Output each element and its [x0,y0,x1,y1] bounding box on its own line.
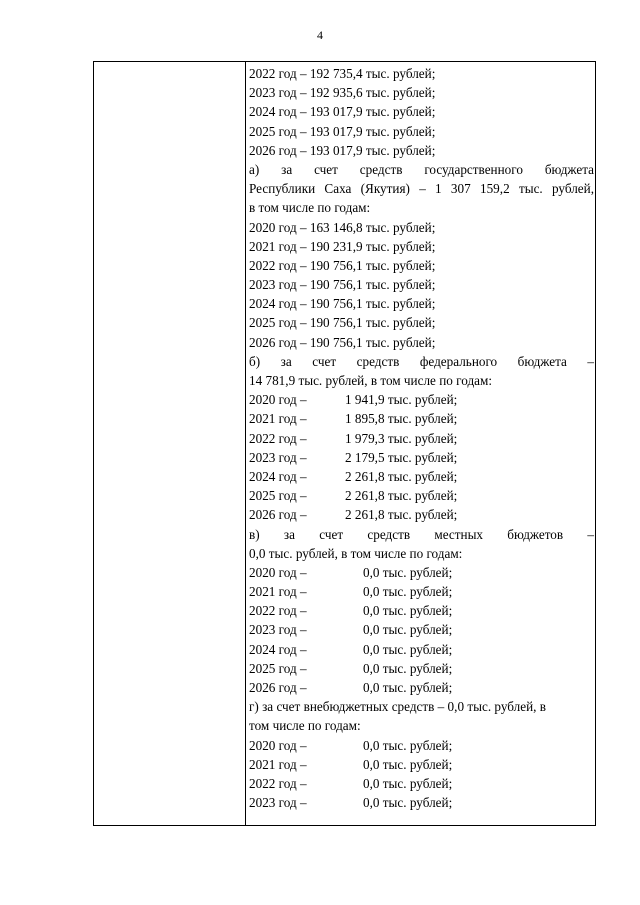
local-budget-block [249,525,594,698]
year-value: 1 895,8 тыс. рублей; [345,411,458,427]
regional-year-line: 2021 год – 190 231,9 тыс. рублей; [249,238,436,254]
year-value: 0,0 тыс. рублей; [363,641,453,657]
year-value: 0,0 тыс. рублей; [363,775,453,791]
regional-year-line: 2025 год – 190 756,1 тыс. рублей; [249,315,436,331]
year-value: 0,0 тыс. рублей; [363,603,453,619]
regional-budget-block [249,160,594,352]
federal-year-line [249,486,594,505]
extrabudgetary-year-line [249,793,594,812]
local-year-line [249,620,594,639]
extrabudgetary-year-line [249,755,594,774]
extrabudgetary-heading: том числе по годам: [249,718,361,734]
year-label: 2023 год – [249,622,307,638]
year-value: 2 261,8 тыс. рублей; [345,488,458,504]
year-label: 2022 год – [249,775,307,791]
summary-line: 2022 год – 192 735,4 тыс. рублей; [249,66,436,81]
year-value: 0,0 тыс. рублей; [363,756,453,772]
regional-year-line: 2024 год – 190 756,1 тыс. рублей; [249,296,436,312]
financing-table [93,61,596,826]
summary-line: 2024 год – 193 017,9 тыс. рублей; [249,104,436,120]
year-value: 0,0 тыс. рублей; [363,737,453,753]
local-year-line [249,659,594,678]
summary-line: 2025 год – 193 017,9 тыс. рублей; [249,123,436,139]
year-value: 2 261,8 тыс. рублей; [345,468,458,484]
year-value: 2 261,8 тыс. рублей; [345,507,458,523]
year-label: 2026 год – [249,507,307,523]
year-label: 2020 год – [249,737,307,753]
year-label: 2021 год – [249,584,307,600]
extrabudgetary-block [249,697,594,812]
year-label: 2023 год – [249,449,307,465]
summary-line: 2026 год – 193 017,9 тыс. рублей; [249,142,436,158]
summary-block [249,64,594,160]
extrabudgetary-year-line [249,736,594,755]
federal-heading: 14 781,9 тыс. рублей, в том числе по годам: [249,373,493,388]
year-label: 2023 год – [249,795,307,811]
year-label: 2021 год – [249,756,307,772]
regional-heading: Республики Саха (Якутия) – 1 307 159,2 тыс. рублей, [249,181,594,197]
federal-year-line [249,390,594,409]
financing-cell [249,64,594,812]
summary-line: 2023 год – 192 935,6 тыс. рублей; [249,85,436,101]
year-label: 2022 год – [249,603,307,619]
federal-heading: б) за счет средств федерального бюджета – [249,353,594,369]
regional-heading: в том числе по годам: [249,200,371,216]
local-year-line [249,563,594,582]
year-value: 1 979,3 тыс. рублей; [345,430,458,446]
year-value: 0,0 тыс. рублей; [363,564,453,580]
year-label: 2020 год – [249,392,307,408]
page-number: 4 [317,28,323,42]
year-value: 0,0 тыс. рублей; [363,622,453,638]
year-value: 0,0 тыс. рублей; [363,795,453,811]
year-label: 2022 год – [249,430,307,446]
year-value: 0,0 тыс. рублей; [363,660,453,676]
year-label: 2024 год – [249,641,307,657]
year-value: 2 179,5 тыс. рублей; [345,449,458,465]
local-heading: 0,0 тыс. рублей, в том числе по годам: [249,545,463,561]
extrabudgetary-year-line [249,774,594,793]
federal-year-line [249,448,594,467]
extrabudgetary-heading: г) за счет внебюджетных средств – 0,0 тыс. рублей, в [249,699,546,715]
year-value: 1 941,9 тыс. рублей; [345,392,458,408]
federal-year-line [249,505,594,524]
regional-year-line: 2023 год – 190 756,1 тыс. рублей; [249,277,436,293]
year-value: 0,0 тыс. рублей; [363,584,453,600]
year-value: 0,0 тыс. рублей; [363,680,453,695]
column-divider [245,62,246,825]
year-label: 2026 год – [249,680,307,695]
year-label: 2024 год – [249,468,307,484]
federal-year-line [249,429,594,448]
local-heading: в) за счет средств местных бюджетов – [249,526,594,542]
regional-heading: а) за счет средств государственного бюджета [249,161,594,177]
local-year-line [249,640,594,659]
local-year-line [249,601,594,620]
federal-budget-block [249,352,594,525]
regional-year-line: 2020 год – 163 146,8 тыс. рублей; [249,219,436,235]
year-label: 2025 год – [249,488,307,504]
year-label: 2020 год – [249,564,307,580]
regional-year-line: 2022 год – 190 756,1 тыс. рублей; [249,257,436,273]
local-year-line [249,678,594,697]
year-label: 2021 год – [249,411,307,427]
year-label: 2025 год – [249,660,307,676]
federal-year-line [249,467,594,486]
local-year-line [249,582,594,601]
federal-year-line [249,409,594,428]
regional-year-line: 2026 год – 190 756,1 тыс. рублей; [249,334,436,350]
